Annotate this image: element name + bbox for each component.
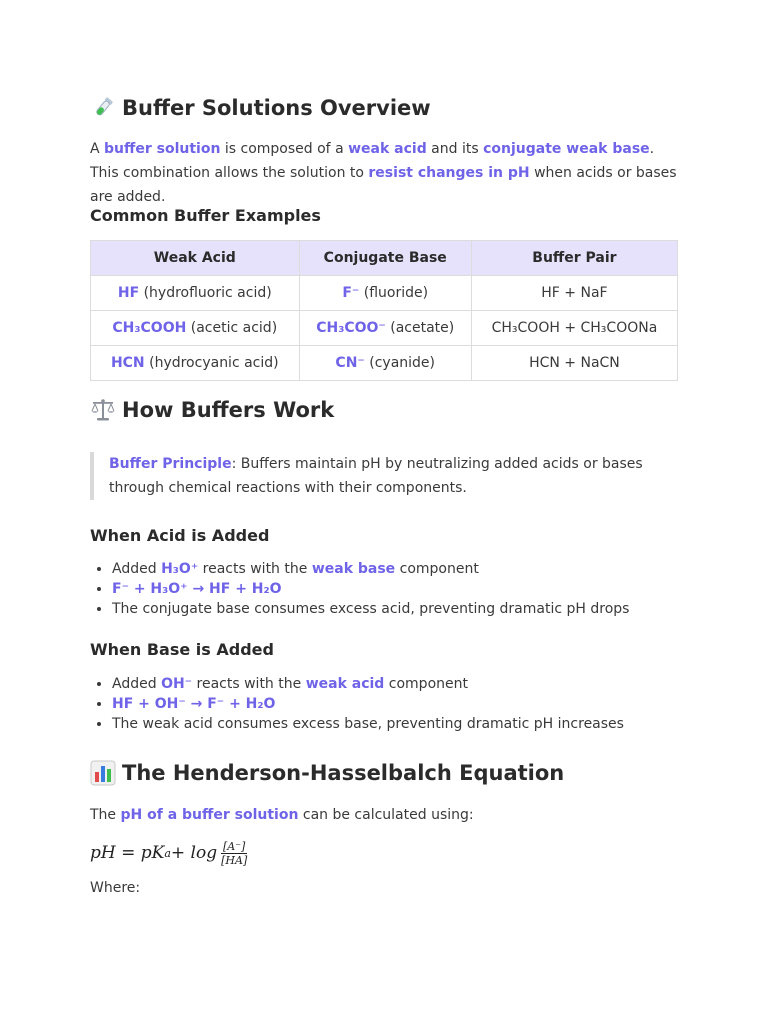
equation-intro: The pH of a buffer solution can be calculated using: (90, 807, 474, 823)
term-ph-of-buffer: pH of a buffer solution (120, 807, 299, 823)
table-cell: CH₃COOH + CH₃COONa (471, 311, 677, 346)
table-cell: HCN (hydrocyanic acid) (91, 346, 300, 381)
acid-added-list (90, 559, 700, 619)
list-item: • Added H₃O⁺ reacts with the weak base component (112, 559, 700, 579)
term-weak-acid: weak acid (348, 141, 427, 157)
intro-paragraph: A buffer solution is composed of a weak acid and its conjugate weak base. This combination allows the solution to resist changes in pH when acids or bases are added. (90, 141, 677, 205)
test-tube-icon (90, 95, 116, 121)
principle-callout: Buffer Principle: Buffers maintain pH by neutralizing added acids or bases through chemical reactions with their components. (90, 452, 678, 500)
subheading-common-examples: Common Buffer Examples (90, 206, 321, 225)
table-header-row (91, 241, 678, 276)
table-cell: HCN + NaCN (471, 346, 677, 381)
section-title-text: Buffer Solutions Overview (122, 96, 431, 120)
list-item: • HF + OH⁻ → F⁻ + H₂O (112, 694, 700, 714)
section-title-text: How Buffers Work (122, 398, 335, 422)
column-header: Weak Acid (91, 241, 300, 276)
section-title-how-buffers-work (90, 395, 678, 425)
list-item: • Added OH⁻ reacts with the weak acid component (112, 674, 700, 694)
table-cell: CH₃COO⁻ (acetate) (299, 311, 471, 346)
term-buffer-principle: Buffer Principle (109, 456, 232, 472)
table-cell: F⁻ (fluoride) (299, 276, 471, 311)
buffer-examples-table (90, 240, 678, 381)
section-title-henderson-hasselbalch (90, 758, 678, 788)
column-header: Buffer Pair (471, 241, 677, 276)
fraction: $\frac{[A^-]}{[HA]}$ (221, 839, 248, 867)
table-row (91, 311, 678, 346)
term-conjugate-weak-base: conjugate weak base (483, 141, 650, 157)
subheading-acid-added: When Acid is Added (90, 526, 270, 545)
table-cell: HF (hydrofluoric acid) (91, 276, 300, 311)
table-cell: HF + NaF (471, 276, 677, 311)
list-item: • The conjugate base consumes excess acid, preventing dramatic pH drops (112, 599, 700, 619)
term-buffer-solution: buffer solution (104, 141, 221, 157)
column-header: Conjugate Base (299, 241, 471, 276)
list-item: • The weak acid consumes excess base, preventing dramatic pH increases (112, 714, 700, 734)
balance-scale-icon (90, 397, 116, 423)
term-resist-changes: resist changes in pH (368, 165, 530, 181)
table-cell: CN⁻ (cyanide) (299, 346, 471, 381)
table-cell: CH₃COOH (acetic acid) (91, 311, 300, 346)
henderson-hasselbalch-formula: pH = pK a + log $\frac{[A^-]}{[HA]}$ (90, 839, 248, 867)
where-label: Where: (90, 880, 141, 896)
subheading-base-added: When Base is Added (90, 640, 274, 659)
table-row (91, 276, 678, 311)
section-title-overview (90, 93, 678, 123)
list-item: • F⁻ + H₃O⁺ → HF + H₂O (112, 579, 700, 599)
table-row (91, 346, 678, 381)
base-added-list (90, 674, 700, 734)
bar-chart-icon (90, 760, 116, 786)
section-title-text: The Henderson-Hasselbalch Equation (122, 761, 565, 785)
